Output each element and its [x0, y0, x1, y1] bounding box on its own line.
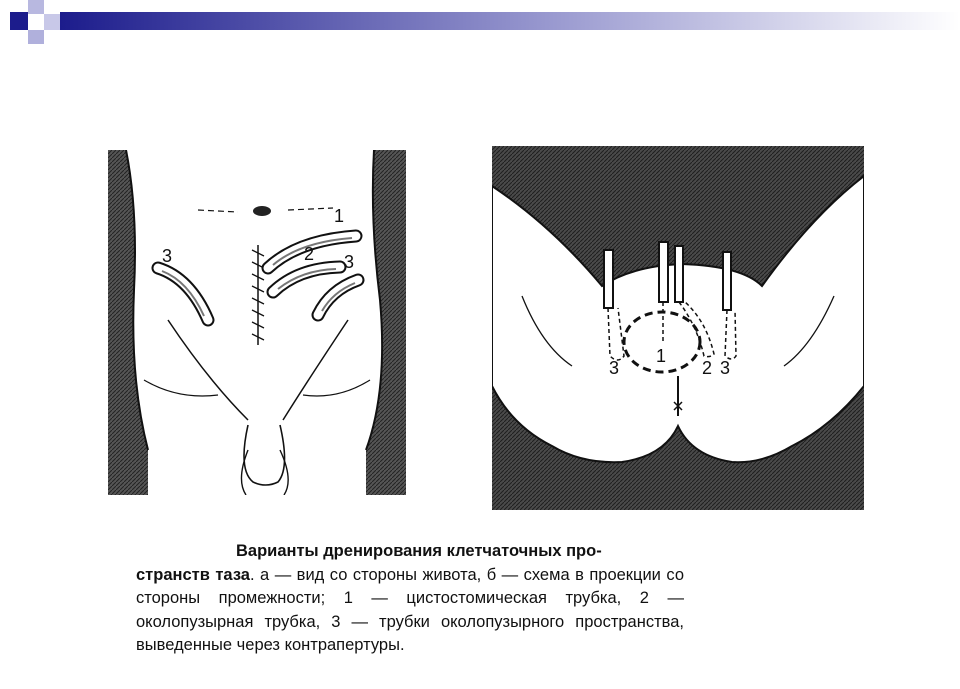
figure-caption [136, 540, 684, 658]
header-square-light-top [28, 0, 44, 14]
header-gradient-bar [60, 12, 960, 30]
header-square-light-mid [44, 14, 60, 30]
caption-text: . а — вид со стороны живота, б — схема в проекции со стороны промежности; 1 — цистостомическая трубка, 2 — околопузырная трубка, 3 — трубки околопузырного пространства, выведенные через контрапертуры. [136, 565, 684, 654]
figure-a-label-2: 2 [304, 244, 315, 264]
figure-b-perineal-scheme [492, 146, 864, 510]
figure-a-abdomen-view [108, 150, 406, 495]
caption-title-line1: Варианты дренирования клетчаточных про- [236, 542, 602, 560]
figure-b-label-2: 2 [702, 358, 713, 378]
figure-a-label-3-right: 3 [344, 252, 355, 272]
figure-a-label-3-left: 3 [162, 246, 173, 266]
figure-a-label-1: 1 [334, 206, 345, 226]
header-square-dark [10, 12, 28, 30]
figure-b-label-3-right: 3 [720, 358, 731, 378]
header-square-light-bottom [28, 30, 44, 44]
figure-b-label-3-left: 3 [609, 358, 620, 378]
figure-b-label-1: 1 [656, 346, 667, 366]
caption-title-line2: странств таза [136, 565, 250, 584]
header-decoration [0, 0, 960, 60]
